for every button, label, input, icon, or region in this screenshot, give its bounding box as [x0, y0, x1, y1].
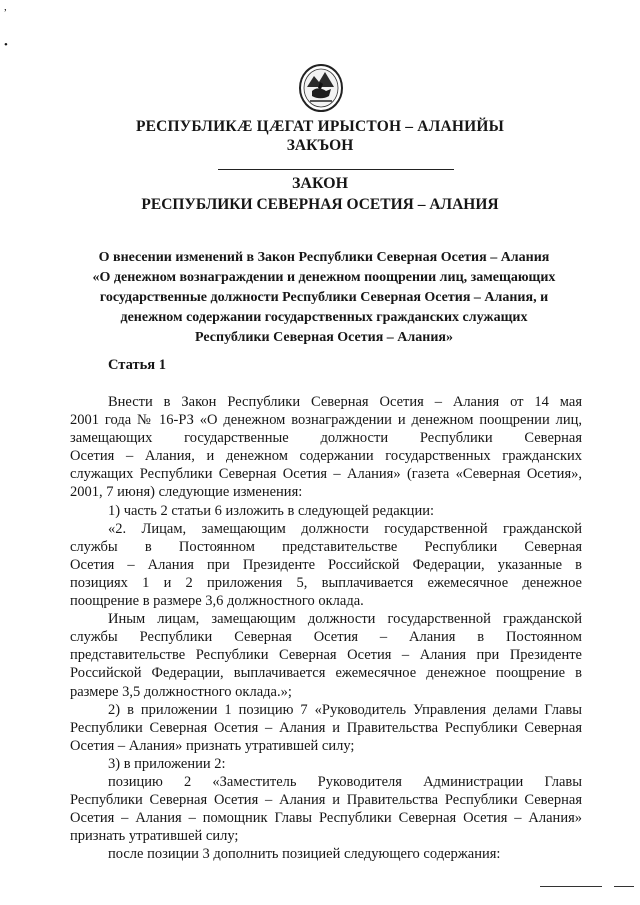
article-heading: Статья 1 [108, 357, 166, 373]
body-line: 2001 года № 16-РЗ «О денежном вознаграждении и денежном поощрении лиц, [70, 412, 582, 429]
body-line: 2001, 7 июня) следующие изменения: [70, 484, 303, 501]
coat-of-arms-emblem [298, 63, 344, 113]
body-line: признать утратившей силу; [70, 828, 239, 845]
republic-name-ossetian: РЕСПУБЛИКӔ ЦӔГАТ ИРЫСТОН – АЛАНИЙЫ [135, 118, 505, 135]
body-line: 1) часть 2 статьи 6 изложить в следующей редакции: [108, 502, 434, 519]
body-line: Внести в Закон Республики Северная Осетия – Алания от 14 мая [108, 394, 582, 410]
body-line: Осетия – Алания» признать утратившей силу; [70, 737, 355, 754]
body-line: Российской Федерации, выплачивается ежемесячное денежное поощрение в [70, 665, 582, 682]
law-title-line: государственные должности Республики Северная Осетия – Алания, и [99, 290, 549, 305]
body-line: Осетия – Алания, и денежном содержании государственных гражданских [70, 448, 582, 465]
body-line: позицию 2 «Заместитель Руководителя Администрации Главы [108, 773, 582, 790]
scan-mark-bullet: • [4, 39, 8, 51]
body-line: Республики Северная Осетия – Алания и Правительства Республики Северная [70, 792, 582, 809]
law-title-line: Республики Северная Осетия – Алания» [195, 330, 453, 345]
body-line: представительстве Республики Северная Осетия – Алания при Президенте [70, 647, 582, 664]
body-line: 2) в приложении 1 позицию 7 «Руководитель Управления делами Главы [108, 701, 582, 718]
body-line: размере 3,5 должностного оклада.»; [70, 683, 292, 700]
body-line: позициях 1 и 2 приложения 5, выплачивается ежемесячное денежное [70, 574, 582, 591]
body-line: после позиции 3 дополнить позицией следующего содержания: [108, 846, 501, 863]
body-line: замещающих государственные должности Республики Северная [70, 430, 582, 447]
body-line: служащих Республики Северная Осетия – Алания» (газета «Северная Осетия», [70, 466, 582, 483]
body-line: Осетия – Алания – помощник Главы Республики Северная Осетия – Алания» [70, 810, 582, 827]
body-line: поощрение в размере 3,6 должностного оклада. [70, 593, 364, 610]
body-line: службы в Постоянном представительстве Республики Северная [70, 538, 582, 555]
law-title [60, 248, 588, 348]
scan-mark-top: , [4, 1, 7, 13]
header-divider [218, 169, 454, 170]
body-line: службы Республики Северная Осетия – Алания в Постоянном [70, 629, 582, 646]
body-line: «2. Лицам, замещающим должности государственной гражданской [108, 520, 582, 537]
footer-rule-right [614, 886, 634, 887]
law-title-line: О внесении изменений в Закон Республики Северная Осетия – Алания [98, 250, 550, 265]
article-body [70, 393, 582, 863]
body-line: 3) в приложении 2: [108, 755, 226, 772]
law-label-ossetian: ЗАКЪОН [286, 137, 354, 154]
body-line: Иным лицам, замещающим должности государственной гражданской [108, 611, 582, 628]
republic-name-russian: РЕСПУБЛИКИ СЕВЕРНАЯ ОСЕТИЯ – АЛАНИЯ [141, 196, 499, 213]
body-line: Осетия – Алания при Президенте Российской Федерации, указанные в [70, 556, 582, 573]
footer-rule-left [540, 886, 602, 887]
law-title-line: «О денежном вознаграждении и денежном поощрении лиц, замещающих [92, 270, 556, 285]
law-title-line: денежном содержании государственных гражданских служащих [120, 310, 528, 325]
law-label-russian: ЗАКОН [291, 175, 349, 192]
body-line: Республики Северная Осетия – Алания и Правительства Республики Северная [70, 719, 582, 736]
